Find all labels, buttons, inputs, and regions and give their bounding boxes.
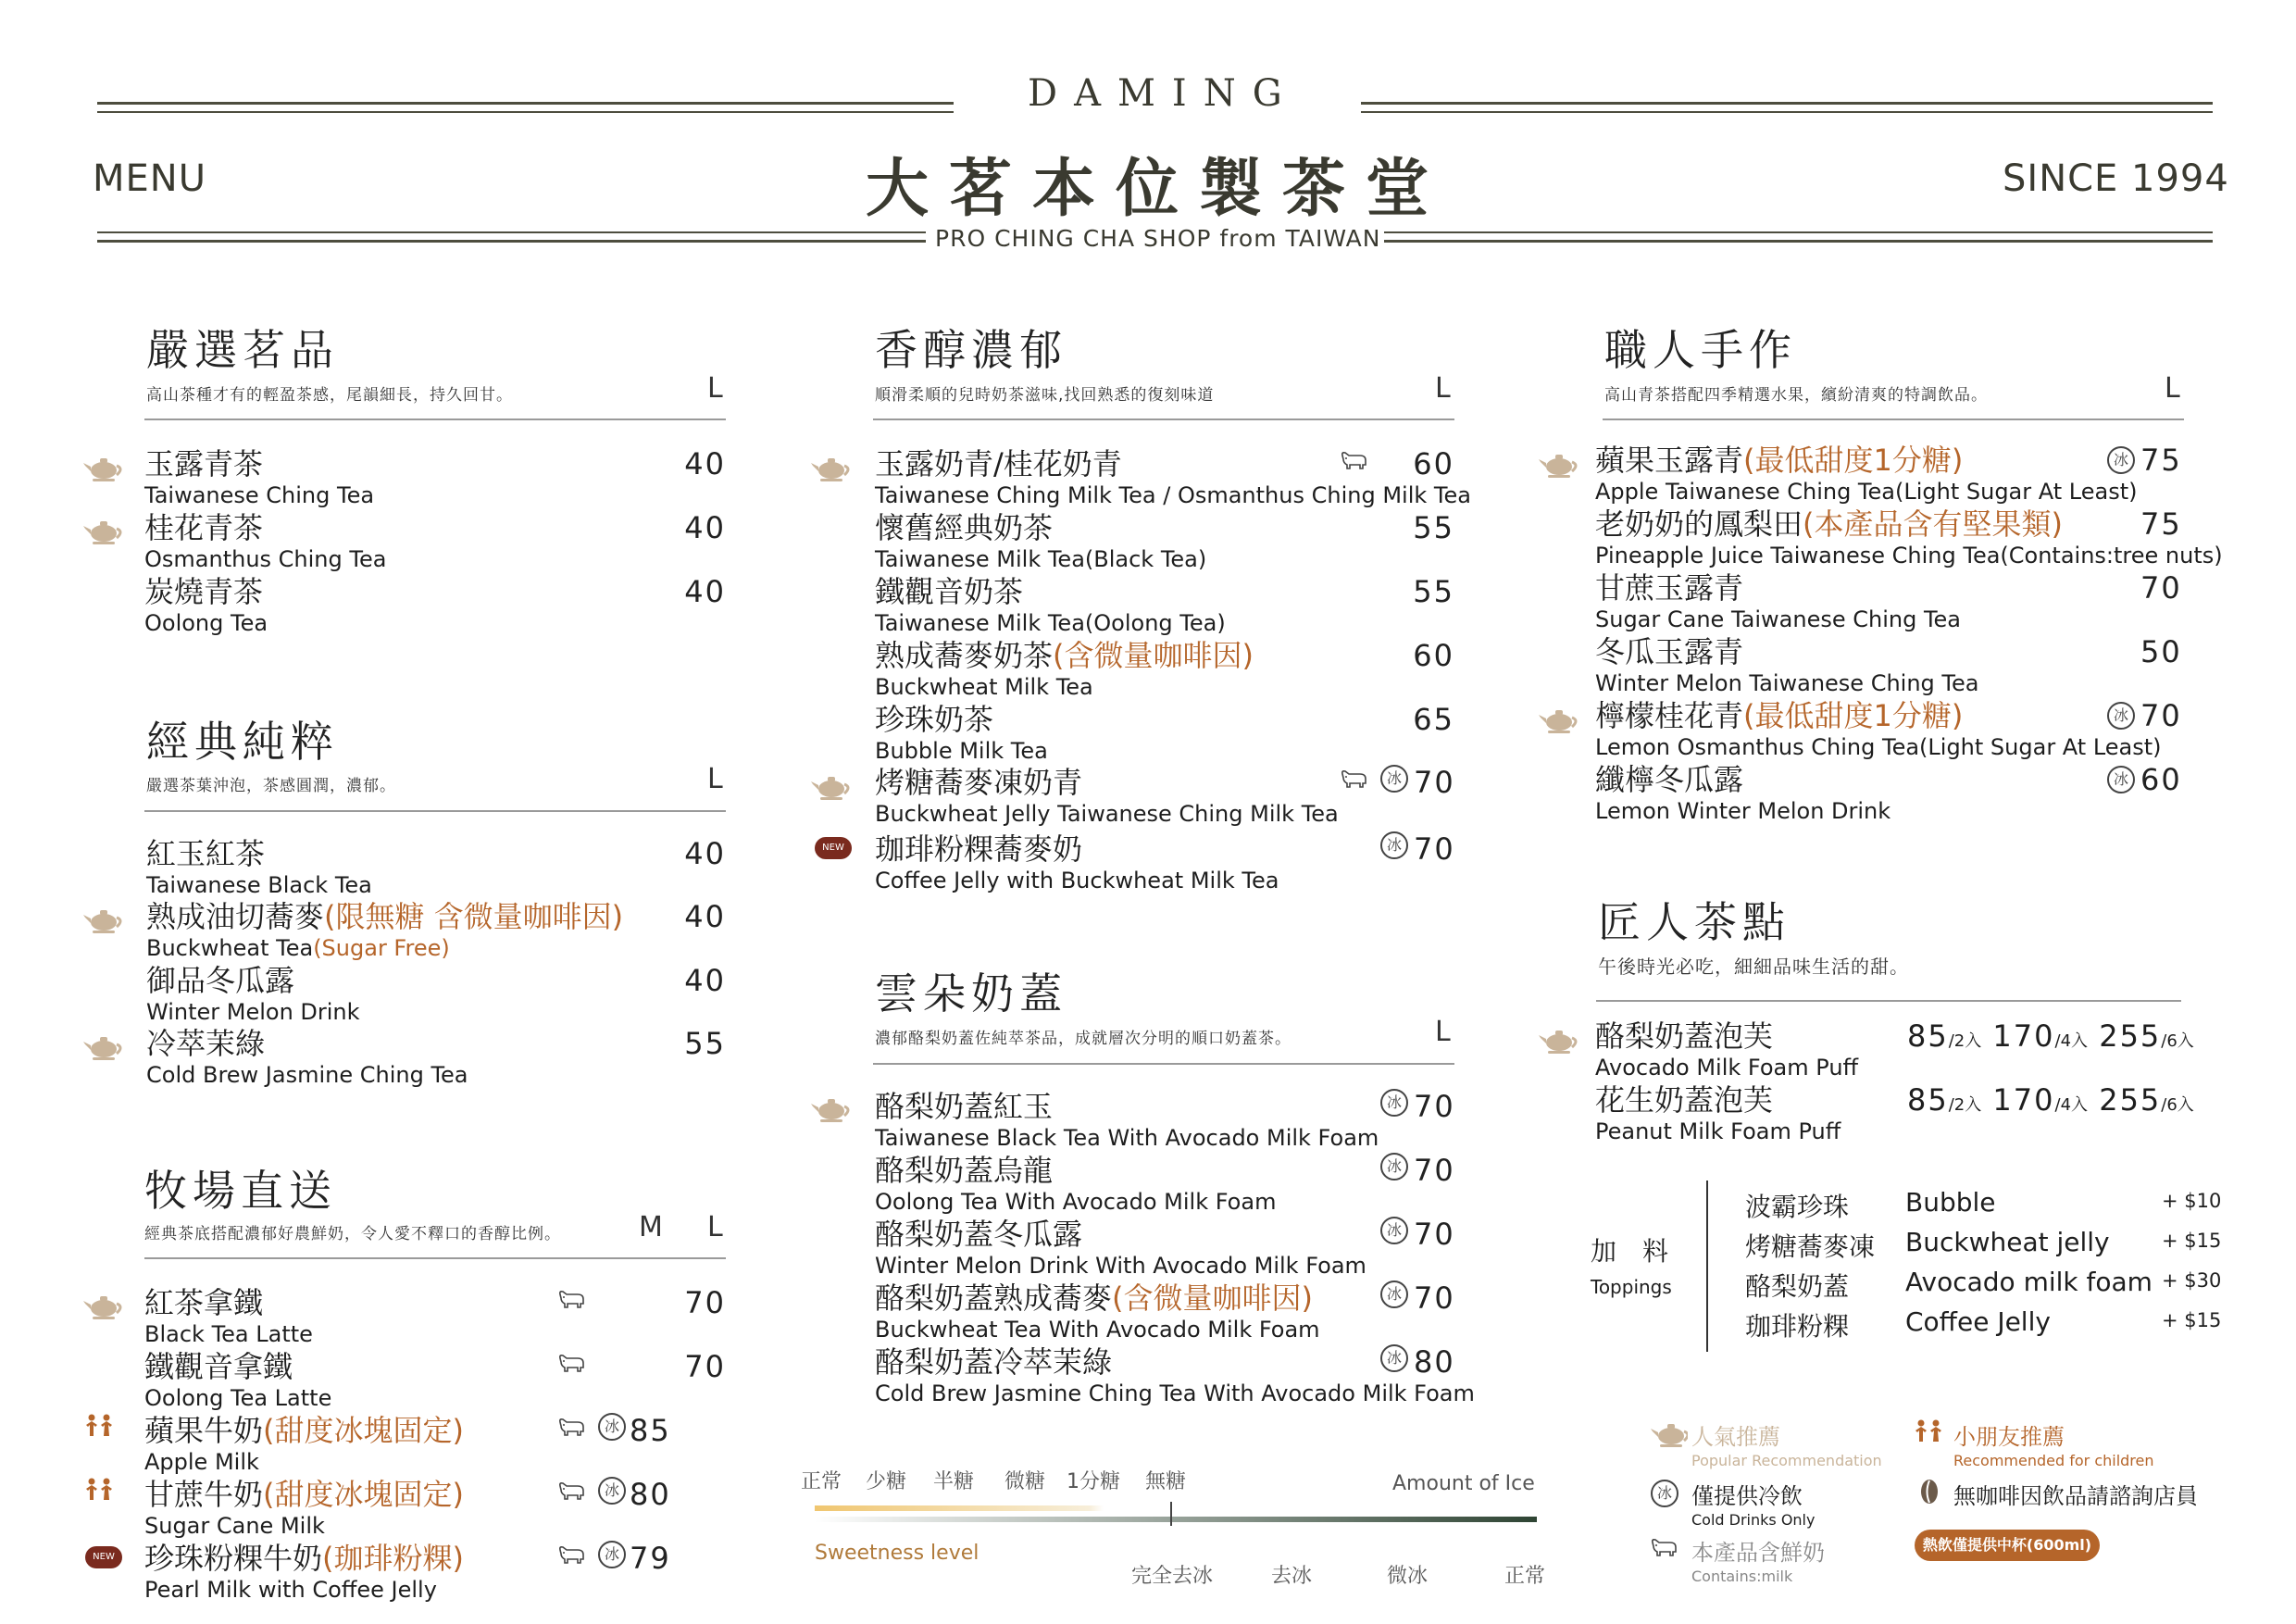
price-unit: /6入 <box>2161 1031 2194 1051</box>
cold-only-icon: 冰 <box>1380 1153 1408 1181</box>
toppings-title-en: Toppings <box>1591 1276 1672 1298</box>
milk-icon <box>1340 768 1369 791</box>
item-name-zh: 熟成油切蕎麥 <box>146 899 325 934</box>
item-name-zh: 甘蔗玉露青 <box>1595 570 1744 606</box>
item-name-zh: 炭燒青茶 <box>144 574 264 609</box>
price-unit: /4入 <box>2054 1095 2089 1115</box>
milk-icon <box>557 1544 587 1567</box>
item-name-en: Osmanthus Ching Tea <box>144 546 387 572</box>
item-price: 70 <box>1414 831 1455 867</box>
item-note-en: (Sugar Free) <box>313 935 450 961</box>
size-label-l: L <box>2165 372 2180 405</box>
section-rule <box>1596 1000 2181 1002</box>
item-price: 75 <box>2140 443 2182 478</box>
item-name-zh: 蘋果玉露青 <box>1595 443 1744 478</box>
menu-item <box>875 1153 1276 1216</box>
item-name-zh: 酪梨奶蓋烏龍 <box>875 1153 1054 1188</box>
legend-decaf: 無咖啡因飲品請諮詢店員 <box>1953 1483 2198 1509</box>
price-unit: /4入 <box>2054 1031 2089 1051</box>
topping-name-en: Coffee Jelly <box>1905 1306 2051 1337</box>
price-value: 170 <box>1992 1018 2055 1054</box>
section-rule <box>873 418 1454 420</box>
sweet-label: 1分糖 <box>1067 1470 1120 1493</box>
section-desc: 高山青茶搭配四季精選水果，繽紛清爽的特調飲品。 <box>1604 386 1988 405</box>
item-name-zh: 酪梨奶蓋冷萃茉綠 <box>875 1344 1113 1380</box>
menu-item <box>1595 1018 1858 1081</box>
kids-icon <box>85 1414 115 1438</box>
item-price: 79 <box>630 1541 671 1576</box>
item-name-en: Buckwheat Milk Tea <box>875 674 1093 700</box>
item-name-zh: 紅茶拿鐵 <box>144 1285 264 1320</box>
ice-caption: Amount of Ice <box>1392 1472 1535 1495</box>
item-price: 40 <box>684 574 726 609</box>
menu-item <box>144 1349 331 1412</box>
topping-name-zh: 珈琲粉粿 <box>1745 1311 1850 1342</box>
sweet-label: 微糖 <box>1004 1470 1046 1493</box>
item-price: 40 <box>684 836 726 871</box>
legend-kids-en: Recommended for children <box>1953 1452 2154 1469</box>
legend-popular-en: Popular Recommendation <box>1691 1452 1882 1469</box>
topping-name-en: Avocado milk foam <box>1905 1267 2152 1297</box>
price-value: 255 <box>2099 1082 2162 1118</box>
kids-icon <box>1915 1419 1944 1443</box>
item-price: 80 <box>630 1477 671 1512</box>
section-rule <box>1603 418 2184 420</box>
ice-label: 微冰 <box>1387 1565 1429 1588</box>
item-name-en: Taiwanese Ching Tea <box>144 482 375 508</box>
item-name-en: Taiwanese Milk Tea(Oolong Tea) <box>875 610 1226 636</box>
brand-main-title: 大茗本位製茶堂 <box>866 152 1450 226</box>
cold-only-icon: 冰 <box>598 1541 626 1568</box>
item-name-en: Oolong Tea With Avocado Milk Foam <box>875 1189 1277 1215</box>
item-name-en: Cold Brew Jasmine Ching Tea <box>146 1062 468 1088</box>
teapot-icon <box>83 906 126 935</box>
menu-item <box>144 1285 313 1348</box>
item-name-zh: 老奶奶的鳳梨田 <box>1595 506 1803 542</box>
menu-item <box>875 574 1226 637</box>
milk-icon <box>1650 1537 1679 1559</box>
topping-price: + $15 <box>2162 1309 2222 1331</box>
price-unit: /2入 <box>1948 1031 1982 1051</box>
menu-item <box>146 836 372 899</box>
menu-item <box>144 1477 464 1540</box>
topping-name-en: Bubble <box>1905 1187 1996 1218</box>
size-label-l: L <box>707 1211 723 1243</box>
menu-item <box>1595 762 1890 825</box>
cold-only-icon: 冰 <box>1380 831 1408 859</box>
section-desc: 濃郁酪梨奶蓋佐純萃茶品，成就層次分明的順口奶蓋茶。 <box>875 1030 1292 1048</box>
item-name-zh: 冬瓜玉露青 <box>1595 634 1744 669</box>
menu-label: MENU <box>93 157 206 200</box>
legend-kids: 小朋友推薦 <box>1953 1424 2065 1450</box>
item-name-zh: 纖檸冬瓜露 <box>1595 762 1744 797</box>
item-name-en: Taiwanese Milk Tea(Black Tea) <box>875 546 1207 572</box>
sweet-ice-gradient-bar <box>815 1500 1537 1530</box>
puff-price-row <box>1907 1082 2194 1118</box>
menu-item <box>1595 1082 1841 1145</box>
item-name-en: Sugar Cane Milk <box>144 1513 325 1539</box>
item-name-en: Lemon Osmanthus Ching Tea(Light Sugar At Least) <box>1595 734 2162 760</box>
cold-only-icon: 冰 <box>1380 1280 1408 1308</box>
item-name-en: Winter Melon Taiwanese Ching Tea <box>1595 670 1979 696</box>
item-name-zh: 檸檬桂花青 <box>1595 698 1744 733</box>
menu-item <box>875 510 1206 573</box>
item-name-en: Buckwheat Tea With Avocado Milk Foam <box>875 1317 1320 1343</box>
section-rule <box>144 810 726 812</box>
item-name-en: Pearl Milk with Coffee Jelly <box>144 1577 437 1603</box>
item-name-zh: 玉露青茶 <box>144 446 264 481</box>
item-name-en: Black Tea Latte <box>144 1321 313 1347</box>
teapot-icon <box>83 1292 126 1321</box>
price-unit: /6入 <box>2161 1095 2194 1115</box>
topping-price: + $15 <box>2162 1230 2222 1252</box>
item-note: (含微量咖啡因) <box>1053 638 1254 673</box>
item-note: (甜度冰塊固定) <box>263 1477 464 1512</box>
item-price: 70 <box>1414 1280 1455 1316</box>
item-name-en: Taiwanese Black Tea With Avocado Milk Foam <box>875 1125 1379 1151</box>
sweet-label: 無糖 <box>1145 1470 1187 1493</box>
menu-item <box>875 446 1471 509</box>
milk-icon <box>557 1353 587 1375</box>
section-title: 雲朵奶蓋 <box>875 968 1067 1018</box>
since-label: SINCE 1994 <box>2003 157 2229 200</box>
section-title: 牧場直送 <box>144 1166 337 1216</box>
item-price: 60 <box>2140 762 2182 797</box>
item-name-en: Avocado Milk Foam Puff <box>1595 1055 1859 1081</box>
item-price: 55 <box>684 1026 726 1061</box>
sweet-label: 半糖 <box>933 1470 975 1493</box>
item-name-en: Taiwanese Black Tea <box>146 872 372 898</box>
item-note: (最低甜度1分糖) <box>1743 443 1964 478</box>
menu-item <box>875 1217 1366 1280</box>
item-name-en: Buckwheat Jelly Taiwanese Ching Milk Tea <box>875 801 1339 827</box>
legend-cold-en: Cold Drinks Only <box>1691 1511 1816 1529</box>
item-price: 85 <box>630 1413 671 1448</box>
item-price: 70 <box>684 1349 726 1384</box>
item-price: 75 <box>2140 506 2182 542</box>
item-name-zh: 花生奶蓋泡芙 <box>1595 1082 1774 1118</box>
header-rule-top-right-2 <box>1361 111 2213 113</box>
item-price: 70 <box>1414 1217 1455 1252</box>
brand-subtitle: PRO CHING CHA SHOP from TAIWAN <box>935 225 1381 252</box>
item-note: (本產品含有堅果類) <box>1803 506 2063 542</box>
teapot-icon <box>811 772 854 802</box>
item-price: 40 <box>684 899 726 934</box>
toppings-divider <box>1706 1181 1708 1352</box>
cold-only-icon: 冰 <box>2107 446 2135 474</box>
item-price: 80 <box>1414 1344 1455 1380</box>
price-unit: /2入 <box>1948 1095 1982 1115</box>
item-name-zh: 珍珠粉粿牛奶 <box>144 1541 323 1576</box>
header-rule-top-left <box>97 102 954 105</box>
teapot-icon <box>83 1032 126 1062</box>
item-name-zh: 酪梨奶蓋熟成蕎麥 <box>875 1280 1113 1316</box>
item-name-zh: 酪梨奶蓋泡芙 <box>1595 1018 1774 1054</box>
section-title: 匠人茶點 <box>1598 897 1791 947</box>
header-rule-top-left-2 <box>97 111 954 113</box>
header-rule-bottom-left <box>97 231 926 233</box>
sweet-label: 正常 <box>801 1470 842 1493</box>
item-name-en: Cold Brew Jasmine Ching Tea With Avocado Milk Foam <box>875 1380 1475 1406</box>
item-name-en: Oolong Tea Latte <box>144 1385 332 1411</box>
menu-item <box>1595 443 2138 506</box>
item-name-zh: 御品冬瓜露 <box>146 963 295 998</box>
topping-name-en: Buckwheat jelly <box>1905 1227 2110 1257</box>
price-value: 255 <box>2099 1018 2162 1054</box>
section-title: 香醇濃郁 <box>875 325 1067 375</box>
item-note: (限無糖 含微量咖啡因) <box>324 899 624 934</box>
section-desc: 嚴選茶葉沖泡，茶感圓潤，濃郁。 <box>146 777 396 795</box>
item-price: 60 <box>1413 638 1454 673</box>
milk-icon <box>1340 450 1369 472</box>
item-name-zh: 玉露奶青/桂花奶青 <box>875 446 1122 481</box>
price-value: 85 <box>1907 1018 1949 1054</box>
menu-item <box>1595 698 2162 761</box>
item-price: 70 <box>1414 1089 1455 1124</box>
legend-popular: 人氣推薦 <box>1691 1424 1780 1450</box>
size-label-l: L <box>707 372 723 405</box>
item-price: 40 <box>684 510 726 545</box>
section-desc: 午後時光必吃，細細品味生活的甜。 <box>1598 956 1909 978</box>
sweet-caption: Sweetness level <box>815 1542 980 1565</box>
topping-price: + $10 <box>2162 1190 2222 1212</box>
section-title: 職人手作 <box>1604 325 1797 375</box>
brand-top-text: DAMING <box>1028 72 1299 115</box>
hot-drink-badge: 熱飲僅提供中杯(600ml) <box>1915 1530 2100 1561</box>
puff-price-row <box>1907 1018 2194 1054</box>
item-price: 70 <box>2140 570 2182 606</box>
item-name-en: Bubble Milk Tea <box>875 738 1048 764</box>
item-price: 65 <box>1413 702 1454 737</box>
item-price: 60 <box>1413 446 1454 481</box>
milk-icon <box>557 1289 587 1311</box>
item-name-en: Apple Milk <box>144 1449 259 1475</box>
menu-item <box>146 899 623 962</box>
item-name-en: Winter Melon Drink <box>146 999 360 1025</box>
item-name-zh: 懷舊經典奶茶 <box>875 510 1054 545</box>
new-badge: NEW <box>815 837 852 859</box>
cold-only-icon: 冰 <box>2107 702 2135 730</box>
menu-item <box>875 702 1048 765</box>
topping-name-zh: 烤糖蕎麥凍 <box>1745 1231 1876 1262</box>
teapot-icon <box>1539 706 1581 735</box>
legend-milk: 本產品含鮮奶 <box>1691 1540 1825 1566</box>
menu-item <box>1595 634 1978 697</box>
item-name-zh: 鐵觀音奶茶 <box>875 574 1024 609</box>
menu-item <box>1595 506 2223 569</box>
menu-item <box>875 1089 1379 1152</box>
price-value: 85 <box>1907 1082 1949 1118</box>
item-price: 70 <box>1414 1153 1455 1188</box>
item-name-zh: 冷萃茉綠 <box>146 1026 266 1061</box>
menu-item <box>875 1280 1320 1343</box>
menu-item <box>144 574 268 637</box>
menu-item <box>146 1026 468 1089</box>
item-name-zh: 蘋果牛奶 <box>144 1413 264 1448</box>
item-name-en: Apple Taiwanese Ching Tea(Light Sugar At Least) <box>1595 479 2138 505</box>
menu-item <box>1595 570 1961 633</box>
topping-price: + $30 <box>2162 1269 2222 1292</box>
item-note: (甜度冰塊固定) <box>263 1413 464 1448</box>
topping-name-zh: 酪梨奶蓋 <box>1745 1271 1850 1302</box>
size-label-l: L <box>1435 1016 1451 1048</box>
menu-item <box>875 638 1254 701</box>
item-name-en: Lemon Winter Melon Drink <box>1595 798 1891 824</box>
sweet-label: 少糖 <box>866 1470 907 1493</box>
ice-label: 完全去冰 <box>1131 1565 1214 1588</box>
header-rule-bottom-right <box>1384 231 2213 233</box>
item-name-zh: 珈琲粉粿蕎麥奶 <box>875 831 1083 867</box>
size-label-l: L <box>1435 372 1451 405</box>
section-desc: 順滑柔順的兒時奶茶滋味,找回熟悉的復刻味道 <box>875 386 1215 405</box>
section-rule <box>144 418 726 420</box>
cold-only-icon: 冰 <box>1380 765 1408 793</box>
item-name-en: Peanut Milk Foam Puff <box>1595 1118 1841 1144</box>
milk-icon <box>557 1480 587 1503</box>
item-note: (最低甜度1分糖) <box>1743 698 1964 733</box>
item-note: (珈琲粉粿) <box>322 1541 464 1576</box>
item-price: 40 <box>684 963 726 998</box>
item-name-zh: 酪梨奶蓋紅玉 <box>875 1089 1054 1124</box>
teapot-icon <box>811 454 854 483</box>
menu-item <box>875 831 1279 894</box>
item-name-en: Coffee Jelly with Buckwheat Milk Tea <box>875 868 1279 893</box>
size-label-m: M <box>639 1211 663 1243</box>
section-desc: 高山茶種才有的輕盈茶感，尾韻細長，持久回甘。 <box>146 386 513 405</box>
menu-item <box>144 446 374 509</box>
teapot-icon <box>1539 1026 1581 1056</box>
item-name-en: Oolong Tea <box>144 610 268 636</box>
menu-item <box>144 1541 464 1604</box>
new-badge: NEW <box>85 1546 122 1568</box>
cold-only-icon: 冰 <box>1380 1217 1408 1244</box>
item-name-zh: 珍珠奶茶 <box>875 702 994 737</box>
header-rule-bottom-right-2 <box>1384 240 2213 243</box>
item-name-zh: 紅玉紅茶 <box>146 836 266 871</box>
menu-item <box>144 510 386 573</box>
toppings-title-zh: 加 料 <box>1591 1236 1669 1267</box>
menu-item <box>875 765 1339 828</box>
size-label-l: L <box>707 763 723 795</box>
header-rule-bottom-left-2 <box>97 240 926 243</box>
item-name-en: Taiwanese Ching Milk Tea / Osmanthus Ching Milk Tea <box>875 482 1471 508</box>
item-price: 50 <box>2140 634 2182 669</box>
item-name-en: Sugar Cane Taiwanese Ching Tea <box>1595 606 1961 632</box>
legend-cold: 僅提供冷飲 <box>1691 1483 1803 1509</box>
item-price: 70 <box>2140 698 2182 733</box>
teapot-icon <box>83 517 126 546</box>
cold-only-icon: 冰 <box>1651 1480 1678 1507</box>
item-name-en: Buckwheat Tea <box>146 935 314 961</box>
item-name-zh: 桂花青茶 <box>144 510 264 545</box>
item-name-zh: 鐵觀音拿鐵 <box>144 1349 293 1384</box>
teapot-icon <box>83 454 126 483</box>
cold-only-icon: 冰 <box>1380 1089 1408 1117</box>
section-title: 嚴選茗品 <box>146 325 339 375</box>
item-name-zh: 熟成蕎麥奶茶 <box>875 638 1054 673</box>
item-name-en: Winter Melon Drink With Avocado Milk Foam <box>875 1253 1366 1279</box>
section-rule <box>144 1257 726 1259</box>
menu-item <box>146 963 360 1026</box>
coffee-bean-icon <box>1918 1478 1940 1505</box>
kids-icon <box>85 1478 115 1502</box>
ice-label: 去冰 <box>1271 1565 1313 1588</box>
item-price: 40 <box>684 446 726 481</box>
menu-item <box>144 1413 464 1476</box>
section-rule <box>873 1063 1454 1065</box>
section-title: 經典純粹 <box>146 717 339 767</box>
section-desc: 經典茶底搭配濃郁好農鮮奶，令人愛不釋口的香醇比例。 <box>144 1225 561 1243</box>
cold-only-icon: 冰 <box>598 1477 626 1505</box>
teapot-icon <box>1651 1419 1688 1449</box>
price-value: 170 <box>1992 1082 2055 1118</box>
item-name-zh: 烤糖蕎麥凍奶青 <box>875 765 1083 800</box>
item-price: 55 <box>1413 510 1454 545</box>
header-rule-top-right <box>1361 102 2213 105</box>
cold-only-icon: 冰 <box>598 1413 626 1441</box>
legend-milk-en: Contains:milk <box>1691 1568 1793 1585</box>
ice-label: 正常 <box>1504 1565 1546 1588</box>
item-name-zh: 甘蔗牛奶 <box>144 1477 264 1512</box>
teapot-icon <box>811 1094 854 1124</box>
teapot-icon <box>1539 450 1581 480</box>
item-price: 55 <box>1413 574 1454 609</box>
item-name-en: Pineapple Juice Taiwanese Ching Tea(Contains:tree nuts) <box>1595 543 2223 568</box>
cold-only-icon: 冰 <box>2107 766 2135 793</box>
item-price: 70 <box>684 1285 726 1320</box>
item-price: 70 <box>1414 765 1455 800</box>
topping-name-zh: 波霸珍珠 <box>1745 1192 1850 1222</box>
item-name-zh: 酪梨奶蓋冬瓜露 <box>875 1217 1083 1252</box>
cold-only-icon: 冰 <box>1380 1344 1408 1372</box>
item-note: (含微量咖啡因) <box>1112 1280 1313 1316</box>
milk-icon <box>557 1417 587 1439</box>
